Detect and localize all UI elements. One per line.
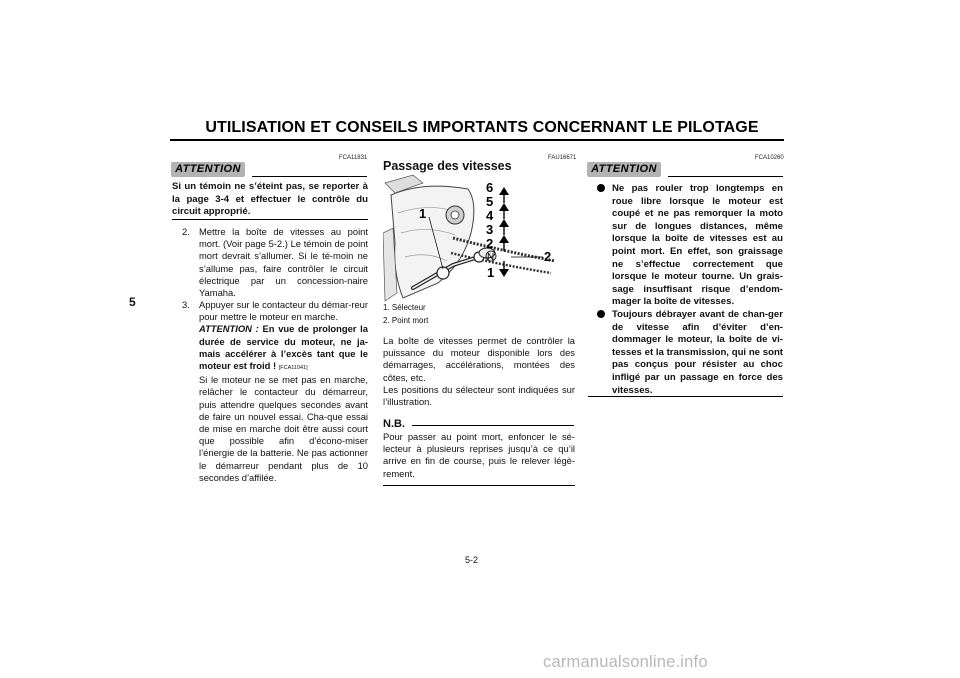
inline-attention-code: [FCA11041] xyxy=(278,365,308,372)
header-rule xyxy=(170,139,784,141)
middle-section-code: FAU16671 xyxy=(548,155,577,161)
inline-attention-label: ATTENTION : xyxy=(199,323,259,335)
chapter-tab: 5 xyxy=(129,295,136,309)
list-item-text: Appuyer sur le contacteur du démar-reur pour mettre le moteur en marche. xyxy=(199,299,368,323)
callout-1: 1 xyxy=(419,206,427,221)
attention-bullet-1 xyxy=(597,183,783,309)
left-attention-end-line xyxy=(172,219,368,220)
attention-bullet-text: Ne pas rouler trop longtemps en roue libre lorsque le moteur est coupé et ne pas remorquer la moto sur de longues distances, même lorsque la boîte de vitesses est au point mort. En effet, son graissage ne s’effectue correctement que lorsque le moteur tourne. Un grais-sage insuffisant risque d’endom-mager la boîte de vitesses. xyxy=(612,183,783,308)
nb-line xyxy=(412,425,574,426)
watermark: carmanualsonline.info xyxy=(543,653,708,671)
right-attention-badge: ATTENTION xyxy=(587,162,661,177)
left-attention-line xyxy=(252,176,367,177)
left-attention-text: Si un témoin ne s’éteint pas, se reporter à la page 3-4 et effectuer le contrôle du circuit approprié. xyxy=(172,181,368,218)
bullet-icon xyxy=(597,184,605,192)
nb-text: Pour passer au point mort, enfoncer le sé-lecteur à plusieurs reprises jusqu’à ce qu’il arrive en fin de course, puis le relever légè-rement. xyxy=(383,431,575,479)
list-item-2 xyxy=(182,226,368,299)
gear-label-2: 2 xyxy=(486,236,494,251)
middle-paragraph-2: Les positions du sélecteur sont indiquées sur l’illustration. xyxy=(383,384,575,408)
nb-end-rule xyxy=(383,485,575,486)
gear-label-4: 4 xyxy=(486,208,494,223)
list-item-body xyxy=(199,299,368,484)
gear-shift-diagram xyxy=(383,173,575,306)
inline-attention-text: En vue de prolonger la durée de service du moteur, ne ja-mais accélérer à l’excès tant que le moteur est froid ! xyxy=(199,323,368,372)
gear-label-1: 1 xyxy=(487,265,495,280)
callout-2: 2 xyxy=(544,249,552,264)
gear-label-3: 3 xyxy=(486,222,494,237)
list-item-number: 3. xyxy=(182,299,190,310)
attention-bullet-2 xyxy=(597,309,783,397)
right-attention-code: FCA10260 xyxy=(755,155,784,161)
list-item-text-continued: Si le moteur ne se met pas en marche, relâcher le contacteur du démarreur, puis attendre quelques secondes avant de faire un nouvel essai. Cha-que essai de mise en marche doit être aussi court que possible afin d’écono-miser l’énergie de la batterie. Ne pas actionner le démarreur pendant plus de 10 secondes d’affilée. xyxy=(199,374,368,483)
figure-caption-1: 1. Sélecteur xyxy=(383,303,426,312)
list-item-text: Mettre la boîte de vitesses au point mort. (Voir page 5-2.) Le témoin de point mort devrait s’allumer. Si le té-moin ne s’allume pas, faire contrôler le circuit électrique par un concession-naire Yamaha. xyxy=(199,226,368,299)
left-attention-badge: ATTENTION xyxy=(171,162,245,177)
page-number: 5-2 xyxy=(465,555,479,565)
gear-label-5: 5 xyxy=(486,194,494,209)
list-item-number: 2. xyxy=(182,226,190,237)
nb-label: N.B. xyxy=(383,418,405,430)
attention-bullet-text: Toujours débrayer avant de chan-ger de vitesse afin d’éviter d’en-dommager le moteur, la boîte de vi-tesses et la transmission, qui ne sont pas conçus pour résister au choc infligé par un passage en force des vitesses. xyxy=(612,308,783,396)
middle-paragraph-1: La boîte de vitesses permet de contrôler la puissance du moteur disponible lors des démarrages, accélérations, montées des côtes, etc. xyxy=(383,335,575,383)
left-attention-code: FCA11831 xyxy=(339,155,368,161)
bullet-icon xyxy=(597,310,605,318)
gear-label-neutral: N xyxy=(487,252,495,263)
gear-label-6: 6 xyxy=(486,180,494,195)
right-attention-line xyxy=(668,176,783,177)
list-item-3 xyxy=(182,299,368,484)
section-title: Passage des vitesses xyxy=(383,159,512,173)
figure-caption-2: 2. Point mort xyxy=(383,316,429,325)
gear-shift-illustration xyxy=(383,173,575,306)
right-attention-end-line xyxy=(588,396,783,397)
attention-bullet-list xyxy=(597,183,783,397)
page-header-title: UTILISATION ET CONSEILS IMPORTANTS CONCERNANT LE PILOTAGE xyxy=(205,119,759,136)
